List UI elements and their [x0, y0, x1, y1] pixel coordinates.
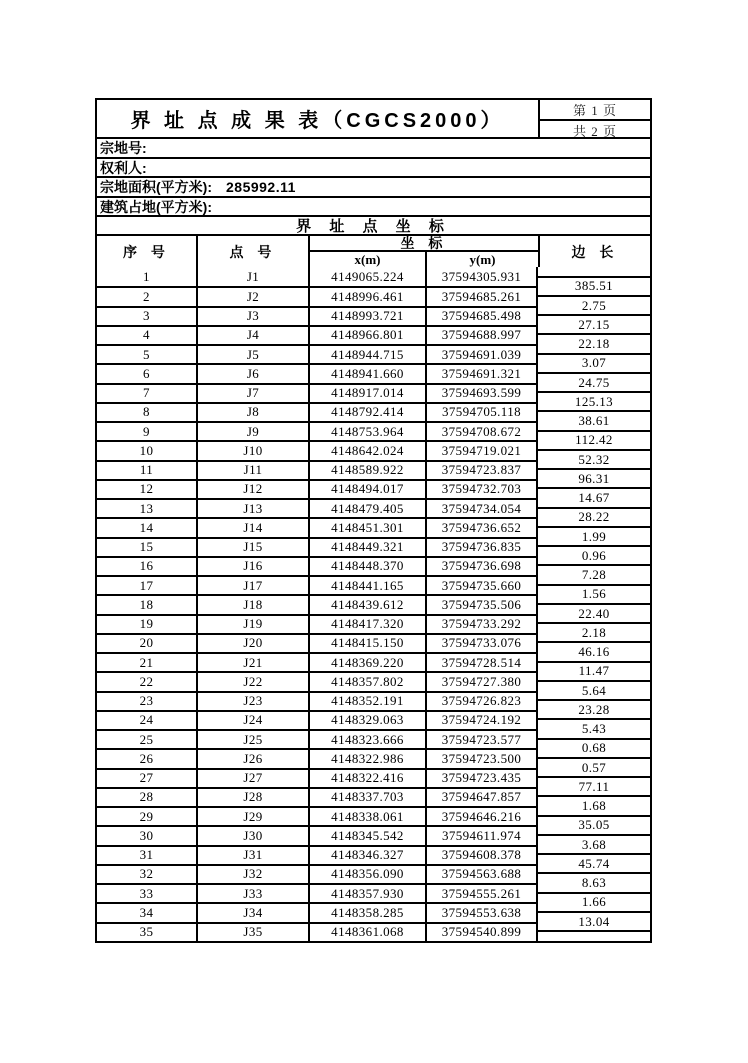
table-row — [97, 902, 538, 921]
table-row — [97, 768, 538, 787]
header-coord: 坐 标 — [310, 236, 538, 252]
header-edge: 边 长 — [538, 236, 650, 267]
parcel-area-value: 285992.11 — [226, 179, 296, 195]
point-cell: J21 — [198, 652, 310, 671]
edge-spacer-cell — [538, 930, 650, 941]
table-row — [97, 306, 538, 325]
table-row — [97, 363, 538, 382]
y-cell: 37594735.660 — [427, 575, 538, 594]
edge-length-cell: 1.56 — [538, 584, 650, 603]
x-cell: 4148993.721 — [310, 306, 427, 325]
seq-cell: 8 — [97, 402, 198, 421]
point-cell: J33 — [198, 883, 310, 902]
table-row — [97, 479, 538, 498]
table-row — [97, 267, 538, 286]
table-row — [97, 498, 538, 517]
y-cell: 37594733.292 — [427, 614, 538, 633]
seq-cell: 24 — [97, 710, 198, 729]
seq-cell: 33 — [97, 883, 198, 902]
y-cell: 37594553.638 — [427, 902, 538, 921]
edge-length-cell: 125.13 — [538, 391, 650, 410]
x-cell: 4148439.612 — [310, 594, 427, 613]
point-cell: J7 — [198, 383, 310, 402]
edge-length-cell: 22.18 — [538, 333, 650, 352]
y-cell: 37594563.688 — [427, 864, 538, 883]
seq-cell: 34 — [97, 902, 198, 921]
edge-length-cell: 385.51 — [538, 276, 650, 295]
point-cell: J25 — [198, 729, 310, 748]
edge-length-cell: 112.42 — [538, 430, 650, 449]
edge-length-cell: 2.75 — [538, 295, 650, 314]
point-cell: J5 — [198, 344, 310, 363]
table-row — [97, 883, 538, 902]
point-cell: J19 — [198, 614, 310, 633]
point-cell: J24 — [198, 710, 310, 729]
y-cell: 37594728.514 — [427, 652, 538, 671]
seq-cell: 35 — [97, 922, 198, 941]
seq-cell: 32 — [97, 864, 198, 883]
y-cell: 37594705.118 — [427, 402, 538, 421]
table-row — [97, 748, 538, 767]
seq-cell: 23 — [97, 691, 198, 710]
edge-length-cell: 24.75 — [538, 372, 650, 391]
x-cell: 4148944.715 — [310, 344, 427, 363]
y-cell: 37594555.261 — [427, 883, 538, 902]
seq-cell: 15 — [97, 537, 198, 556]
section-title: 界 址 点 坐 标 — [97, 215, 650, 234]
x-cell: 4148792.414 — [310, 402, 427, 421]
y-cell: 37594685.261 — [427, 286, 538, 305]
x-cell: 4148494.017 — [310, 479, 427, 498]
point-cell: J2 — [198, 286, 310, 305]
point-cell: J12 — [198, 479, 310, 498]
point-cell: J10 — [198, 440, 310, 459]
edge-length-cell: 96.31 — [538, 468, 650, 487]
y-cell: 37594708.672 — [427, 421, 538, 440]
point-cell: J32 — [198, 864, 310, 883]
edge-length-cell: 52.32 — [538, 449, 650, 468]
y-cell: 37594691.039 — [427, 344, 538, 363]
seq-cell: 18 — [97, 594, 198, 613]
seq-cell: 11 — [97, 460, 198, 479]
edge-length-cell: 3.68 — [538, 834, 650, 853]
y-cell: 37594736.698 — [427, 556, 538, 575]
header-point: 点 号 — [198, 236, 310, 267]
x-cell: 4148346.327 — [310, 845, 427, 864]
x-cell: 4148323.666 — [310, 729, 427, 748]
header-coord-group — [310, 236, 538, 267]
point-cell: J13 — [198, 498, 310, 517]
coordinate-rows — [97, 267, 538, 941]
seq-cell: 12 — [97, 479, 198, 498]
x-cell: 4148479.405 — [310, 498, 427, 517]
table-row — [97, 710, 538, 729]
y-cell: 37594735.506 — [427, 594, 538, 613]
parcel-area-row — [97, 176, 650, 196]
table-row — [97, 575, 538, 594]
seq-cell: 1 — [97, 267, 198, 286]
x-cell: 4148345.542 — [310, 825, 427, 844]
table-row — [97, 286, 538, 305]
point-cell: J26 — [198, 748, 310, 767]
table-row — [97, 556, 538, 575]
y-cell: 37594726.823 — [427, 691, 538, 710]
table-row — [97, 440, 538, 459]
y-cell: 37594733.076 — [427, 633, 538, 652]
point-cell: J1 — [198, 267, 310, 286]
edge-length-cell: 45.74 — [538, 853, 650, 872]
edge-length-cell: 2.18 — [538, 622, 650, 641]
point-cell: J8 — [198, 402, 310, 421]
seq-cell: 25 — [97, 729, 198, 748]
y-cell: 37594719.021 — [427, 440, 538, 459]
y-cell: 37594736.835 — [427, 537, 538, 556]
y-cell: 37594608.378 — [427, 845, 538, 864]
edge-length-cell: 0.96 — [538, 545, 650, 564]
point-cell: J34 — [198, 902, 310, 921]
header-x: x(m) — [310, 252, 427, 268]
table-row — [97, 421, 538, 440]
seq-cell: 5 — [97, 344, 198, 363]
x-cell: 4148448.370 — [310, 556, 427, 575]
page-number-box — [538, 100, 650, 137]
x-cell: 4148417.320 — [310, 614, 427, 633]
parcel-number-label: 宗地号: — [100, 140, 147, 156]
x-cell: 4148352.191 — [310, 691, 427, 710]
y-cell: 37594723.837 — [427, 460, 538, 479]
y-cell: 37594724.192 — [427, 710, 538, 729]
edge-length-cell: 23.28 — [538, 699, 650, 718]
point-cell: J9 — [198, 421, 310, 440]
table-row — [97, 614, 538, 633]
table-row — [97, 537, 538, 556]
page-total: 共 2 页 — [540, 119, 650, 140]
y-cell: 37594693.599 — [427, 383, 538, 402]
y-cell: 37594691.321 — [427, 363, 538, 382]
edge-length-cell: 5.43 — [538, 718, 650, 737]
point-cell: J31 — [198, 845, 310, 864]
point-cell: J3 — [198, 306, 310, 325]
seq-cell: 9 — [97, 421, 198, 440]
table-row — [97, 517, 538, 536]
edge-length-cell: 22.40 — [538, 603, 650, 622]
table-body — [97, 267, 650, 941]
point-cell: J4 — [198, 325, 310, 344]
table-row — [97, 344, 538, 363]
edge-length-cell: 1.68 — [538, 795, 650, 814]
table-row — [97, 691, 538, 710]
rights-holder-row — [97, 157, 650, 176]
header-xy-row — [310, 252, 538, 268]
y-cell: 37594540.899 — [427, 922, 538, 941]
y-cell: 37594688.997 — [427, 325, 538, 344]
y-cell: 37594723.500 — [427, 748, 538, 767]
table-row — [97, 671, 538, 690]
seq-cell: 14 — [97, 517, 198, 536]
seq-cell: 29 — [97, 806, 198, 825]
page-current: 第 1 页 — [572, 103, 617, 118]
table-row — [97, 652, 538, 671]
table-row — [97, 845, 538, 864]
point-cell: J14 — [198, 517, 310, 536]
edge-length-cell: 5.64 — [538, 680, 650, 699]
table-row — [97, 460, 538, 479]
title-row — [97, 100, 650, 137]
edge-length-cell: 11.47 — [538, 661, 650, 680]
x-cell: 4148917.014 — [310, 383, 427, 402]
table-row — [97, 864, 538, 883]
x-cell: 4148449.321 — [310, 537, 427, 556]
point-cell: J22 — [198, 671, 310, 690]
page-title: 界 址 点 成 果 表（CGCS2000） — [130, 110, 505, 132]
point-cell: J18 — [198, 594, 310, 613]
table-row — [97, 806, 538, 825]
x-cell: 4148941.660 — [310, 363, 427, 382]
x-cell: 4148357.802 — [310, 671, 427, 690]
seq-cell: 30 — [97, 825, 198, 844]
x-cell: 4148356.090 — [310, 864, 427, 883]
table-row — [97, 825, 538, 844]
edge-spacer-cell — [538, 267, 650, 276]
point-cell: J30 — [198, 825, 310, 844]
edge-length-cell: 77.11 — [538, 776, 650, 795]
seq-cell: 3 — [97, 306, 198, 325]
x-cell: 4148337.703 — [310, 787, 427, 806]
x-cell: 4148642.024 — [310, 440, 427, 459]
x-cell: 4148966.801 — [310, 325, 427, 344]
seq-cell: 27 — [97, 768, 198, 787]
x-cell: 4148369.220 — [310, 652, 427, 671]
edge-length-cell: 46.16 — [538, 641, 650, 660]
table-row — [97, 922, 538, 941]
y-cell: 37594732.703 — [427, 479, 538, 498]
point-cell: J11 — [198, 460, 310, 479]
edge-length-cell: 0.68 — [538, 738, 650, 757]
x-cell: 4148441.165 — [310, 575, 427, 594]
y-cell: 37594727.380 — [427, 671, 538, 690]
seq-cell: 26 — [97, 748, 198, 767]
x-cell: 4148753.964 — [310, 421, 427, 440]
y-cell: 37594305.931 — [427, 267, 538, 286]
edge-length-cell: 14.67 — [538, 487, 650, 506]
point-cell: J15 — [198, 537, 310, 556]
table-row — [97, 787, 538, 806]
x-cell: 4148357.930 — [310, 883, 427, 902]
edge-length-cell: 1.99 — [538, 526, 650, 545]
edge-length-cell: 7.28 — [538, 564, 650, 583]
seq-cell: 21 — [97, 652, 198, 671]
x-cell: 4148338.061 — [310, 806, 427, 825]
y-cell: 37594685.498 — [427, 306, 538, 325]
building-footprint-label: 建筑占地(平方米): — [100, 198, 212, 215]
point-cell: J35 — [198, 922, 310, 941]
seq-cell: 16 — [97, 556, 198, 575]
table-row — [97, 729, 538, 748]
edge-length-cell: 3.07 — [538, 353, 650, 372]
y-cell: 37594647.857 — [427, 787, 538, 806]
building-footprint-row — [97, 196, 650, 215]
point-cell: J17 — [198, 575, 310, 594]
point-cell: J20 — [198, 633, 310, 652]
header-seq: 序 号 — [97, 236, 198, 267]
y-cell: 37594734.054 — [427, 498, 538, 517]
boundary-point-results-form — [95, 98, 652, 943]
table-row — [97, 383, 538, 402]
x-cell: 4148589.922 — [310, 460, 427, 479]
x-cell: 4148358.285 — [310, 902, 427, 921]
point-cell: J28 — [198, 787, 310, 806]
edge-length-cell: 13.04 — [538, 911, 650, 930]
x-cell: 4148329.063 — [310, 710, 427, 729]
point-cell: J23 — [198, 691, 310, 710]
seq-cell: 7 — [97, 383, 198, 402]
seq-cell: 22 — [97, 671, 198, 690]
edge-length-cell: 35.05 — [538, 815, 650, 834]
y-cell: 37594646.216 — [427, 806, 538, 825]
edge-length-column — [538, 267, 650, 941]
seq-cell: 31 — [97, 845, 198, 864]
seq-cell: 19 — [97, 614, 198, 633]
y-cell: 37594723.435 — [427, 768, 538, 787]
x-cell: 4148322.986 — [310, 748, 427, 767]
parcel-area-label: 宗地面积(平方米): — [100, 179, 212, 195]
point-cell: J29 — [198, 806, 310, 825]
table-row — [97, 325, 538, 344]
y-cell: 37594736.652 — [427, 517, 538, 536]
table-header-row — [97, 234, 650, 267]
table-row — [97, 402, 538, 421]
y-cell: 37594611.974 — [427, 825, 538, 844]
table-row — [97, 633, 538, 652]
seq-cell: 6 — [97, 363, 198, 382]
edge-length-cell: 0.57 — [538, 757, 650, 776]
edge-length-cell: 38.61 — [538, 410, 650, 429]
seq-cell: 2 — [97, 286, 198, 305]
seq-cell: 28 — [97, 787, 198, 806]
y-cell: 37594723.577 — [427, 729, 538, 748]
seq-cell: 10 — [97, 440, 198, 459]
point-cell: J6 — [198, 363, 310, 382]
edge-length-cell: 1.66 — [538, 892, 650, 911]
x-cell: 4148415.150 — [310, 633, 427, 652]
seq-cell: 17 — [97, 575, 198, 594]
edge-length-cell: 27.15 — [538, 314, 650, 333]
rights-holder-label: 权利人: — [100, 159, 147, 176]
x-cell: 4148361.068 — [310, 922, 427, 941]
x-cell: 4149065.224 — [310, 267, 427, 286]
x-cell: 4148451.301 — [310, 517, 427, 536]
table-row — [97, 594, 538, 613]
header-y: y(m) — [469, 252, 496, 267]
edge-length-cell: 8.63 — [538, 872, 650, 891]
x-cell: 4148996.461 — [310, 286, 427, 305]
seq-cell: 20 — [97, 633, 198, 652]
parcel-number-row — [97, 137, 650, 157]
point-cell: J16 — [198, 556, 310, 575]
seq-cell: 4 — [97, 325, 198, 344]
edge-length-cell: 28.22 — [538, 507, 650, 526]
x-cell: 4148322.416 — [310, 768, 427, 787]
seq-cell: 13 — [97, 498, 198, 517]
point-cell: J27 — [198, 768, 310, 787]
